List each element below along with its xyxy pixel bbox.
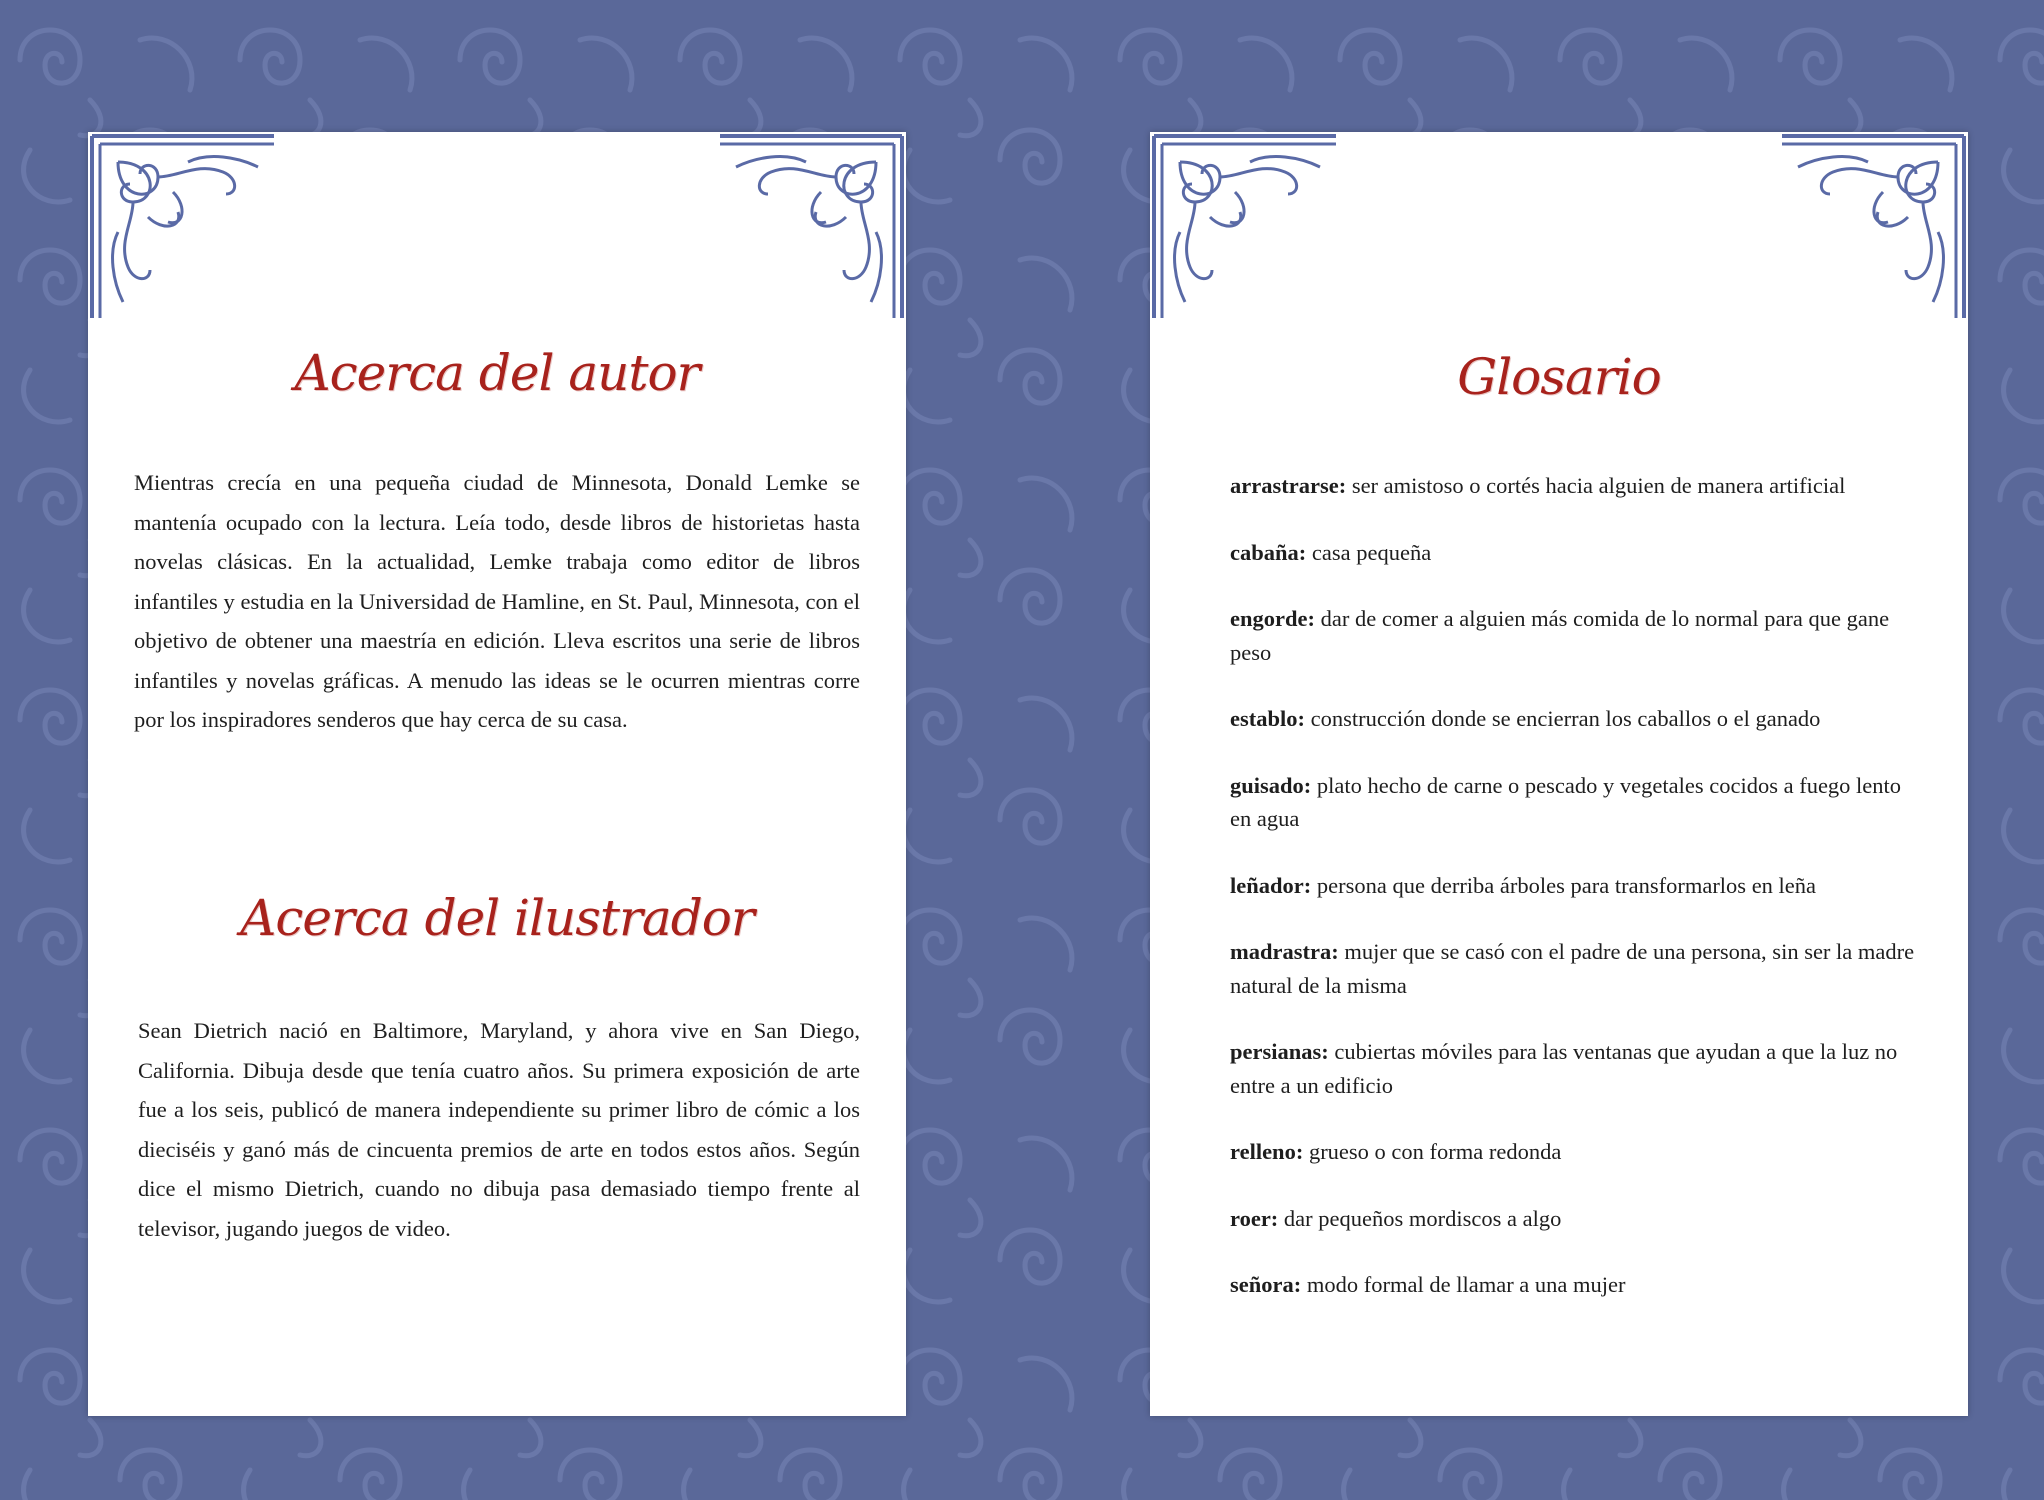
glossary-definition: modo formal de llamar a una mujer bbox=[1301, 1272, 1626, 1297]
glossary-term: establo: bbox=[1230, 706, 1305, 731]
glossary-definition: construcción donde se encierran los caballos o el ganado bbox=[1305, 706, 1821, 731]
glossary-definition: dar pequeños mordiscos a algo bbox=[1278, 1205, 1562, 1231]
glossary-list bbox=[1230, 469, 1920, 1335]
ornament-corner-top-left-icon bbox=[88, 132, 278, 322]
right-page bbox=[1150, 132, 1968, 1416]
glossary-term: persianas: bbox=[1230, 1039, 1329, 1064]
glossary-entry bbox=[1230, 1135, 1920, 1169]
glossary-entry bbox=[1230, 1202, 1920, 1236]
glossary-term: relleno: bbox=[1230, 1139, 1304, 1164]
author-paragraph: Mientras crecía en una pequeña ciudad de Minnesota, Donald Lemke se mantenía ocupado con la lectura. Leía todo, desde libros de historietas hasta novelas clásicas. En la actualidad, Lemke trabaja como editor de libros infantiles y estudia en la Universidad de Hamline, en St. Paul, Minnesota, con el objetivo de obtener una maestría en edición. Lleva escritos una serie de libros infantiles y novelas gráficas. A menudo las ideas se le ocurren mientras corre por los inspiradores senderos que hay cerca de su casa. bbox=[134, 470, 860, 732]
glossary-term: leñador: bbox=[1230, 872, 1312, 898]
glossary-entry bbox=[1230, 769, 1920, 836]
glossary-definition: mujer que se casó con el padre de una persona, sin ser la madre natural de la misma bbox=[1230, 939, 1915, 998]
glossary-term: roer: bbox=[1230, 1205, 1279, 1231]
glossary-definition: dar de comer a alguien más comida de lo normal para que gane peso bbox=[1230, 606, 1890, 665]
glossary-term: señora: bbox=[1230, 1272, 1302, 1297]
glossary-term: cabaña: bbox=[1230, 539, 1307, 565]
glossary-definition: casa pequeña bbox=[1306, 539, 1432, 565]
glossary-definition: plato hecho de carne o pescado y vegetales cocidos a fuego lento en agua bbox=[1230, 772, 1902, 831]
ornament-corner-top-right-icon bbox=[1778, 132, 1968, 322]
glossary-entry bbox=[1230, 869, 1920, 903]
glossary-heading: Glosario bbox=[1457, 348, 1661, 406]
glossary-entry bbox=[1230, 1035, 1920, 1102]
ornament-corner-top-left-icon bbox=[1150, 132, 1340, 322]
glossary-definition: cubiertas móviles para las ventanas que ayudan a que la luz no entre a un edificio bbox=[1230, 1039, 1898, 1098]
author-heading: Acerca del autor bbox=[294, 344, 700, 402]
glossary-entry bbox=[1230, 702, 1920, 736]
glossary-term: engorde: bbox=[1230, 606, 1315, 631]
left-page bbox=[88, 132, 906, 1416]
glossary-entry bbox=[1230, 602, 1920, 669]
glossary-entry bbox=[1230, 935, 1920, 1002]
glossary-definition: grueso o con forma redonda bbox=[1303, 1139, 1562, 1164]
glossary-term: madrastra: bbox=[1230, 939, 1339, 964]
glossary-entry bbox=[1230, 1268, 1920, 1302]
glossary-entry bbox=[1230, 536, 1920, 570]
glossary-entry bbox=[1230, 469, 1920, 503]
illustrator-paragraph: Sean Dietrich nació en Baltimore, Maryland, y ahora vive en San Diego, California. Dibuja desde que tenía cuatro años. Su primera exposición de arte fue a los seis, publicó de manera independiente su primer libro de cómic a los dieciséis y ganó más de cincuenta premios de arte en todos estos años. Según dice el mismo Dietrich, cuando no dibuja pasa demasiado tiempo frente al televisor, jugando juegos de video. bbox=[138, 1018, 860, 1241]
ornament-corner-top-right-icon bbox=[716, 132, 906, 322]
illustrator-heading: Acerca del ilustrador bbox=[240, 889, 754, 947]
glossary-definition: ser amistoso o cortés hacia alguien de manera artificial bbox=[1346, 473, 1846, 498]
glossary-term: arrastrarse: bbox=[1230, 473, 1347, 498]
glossary-term: guisado: bbox=[1230, 772, 1312, 798]
glossary-definition: persona que derriba árboles para transformarlos en leña bbox=[1311, 872, 1817, 898]
